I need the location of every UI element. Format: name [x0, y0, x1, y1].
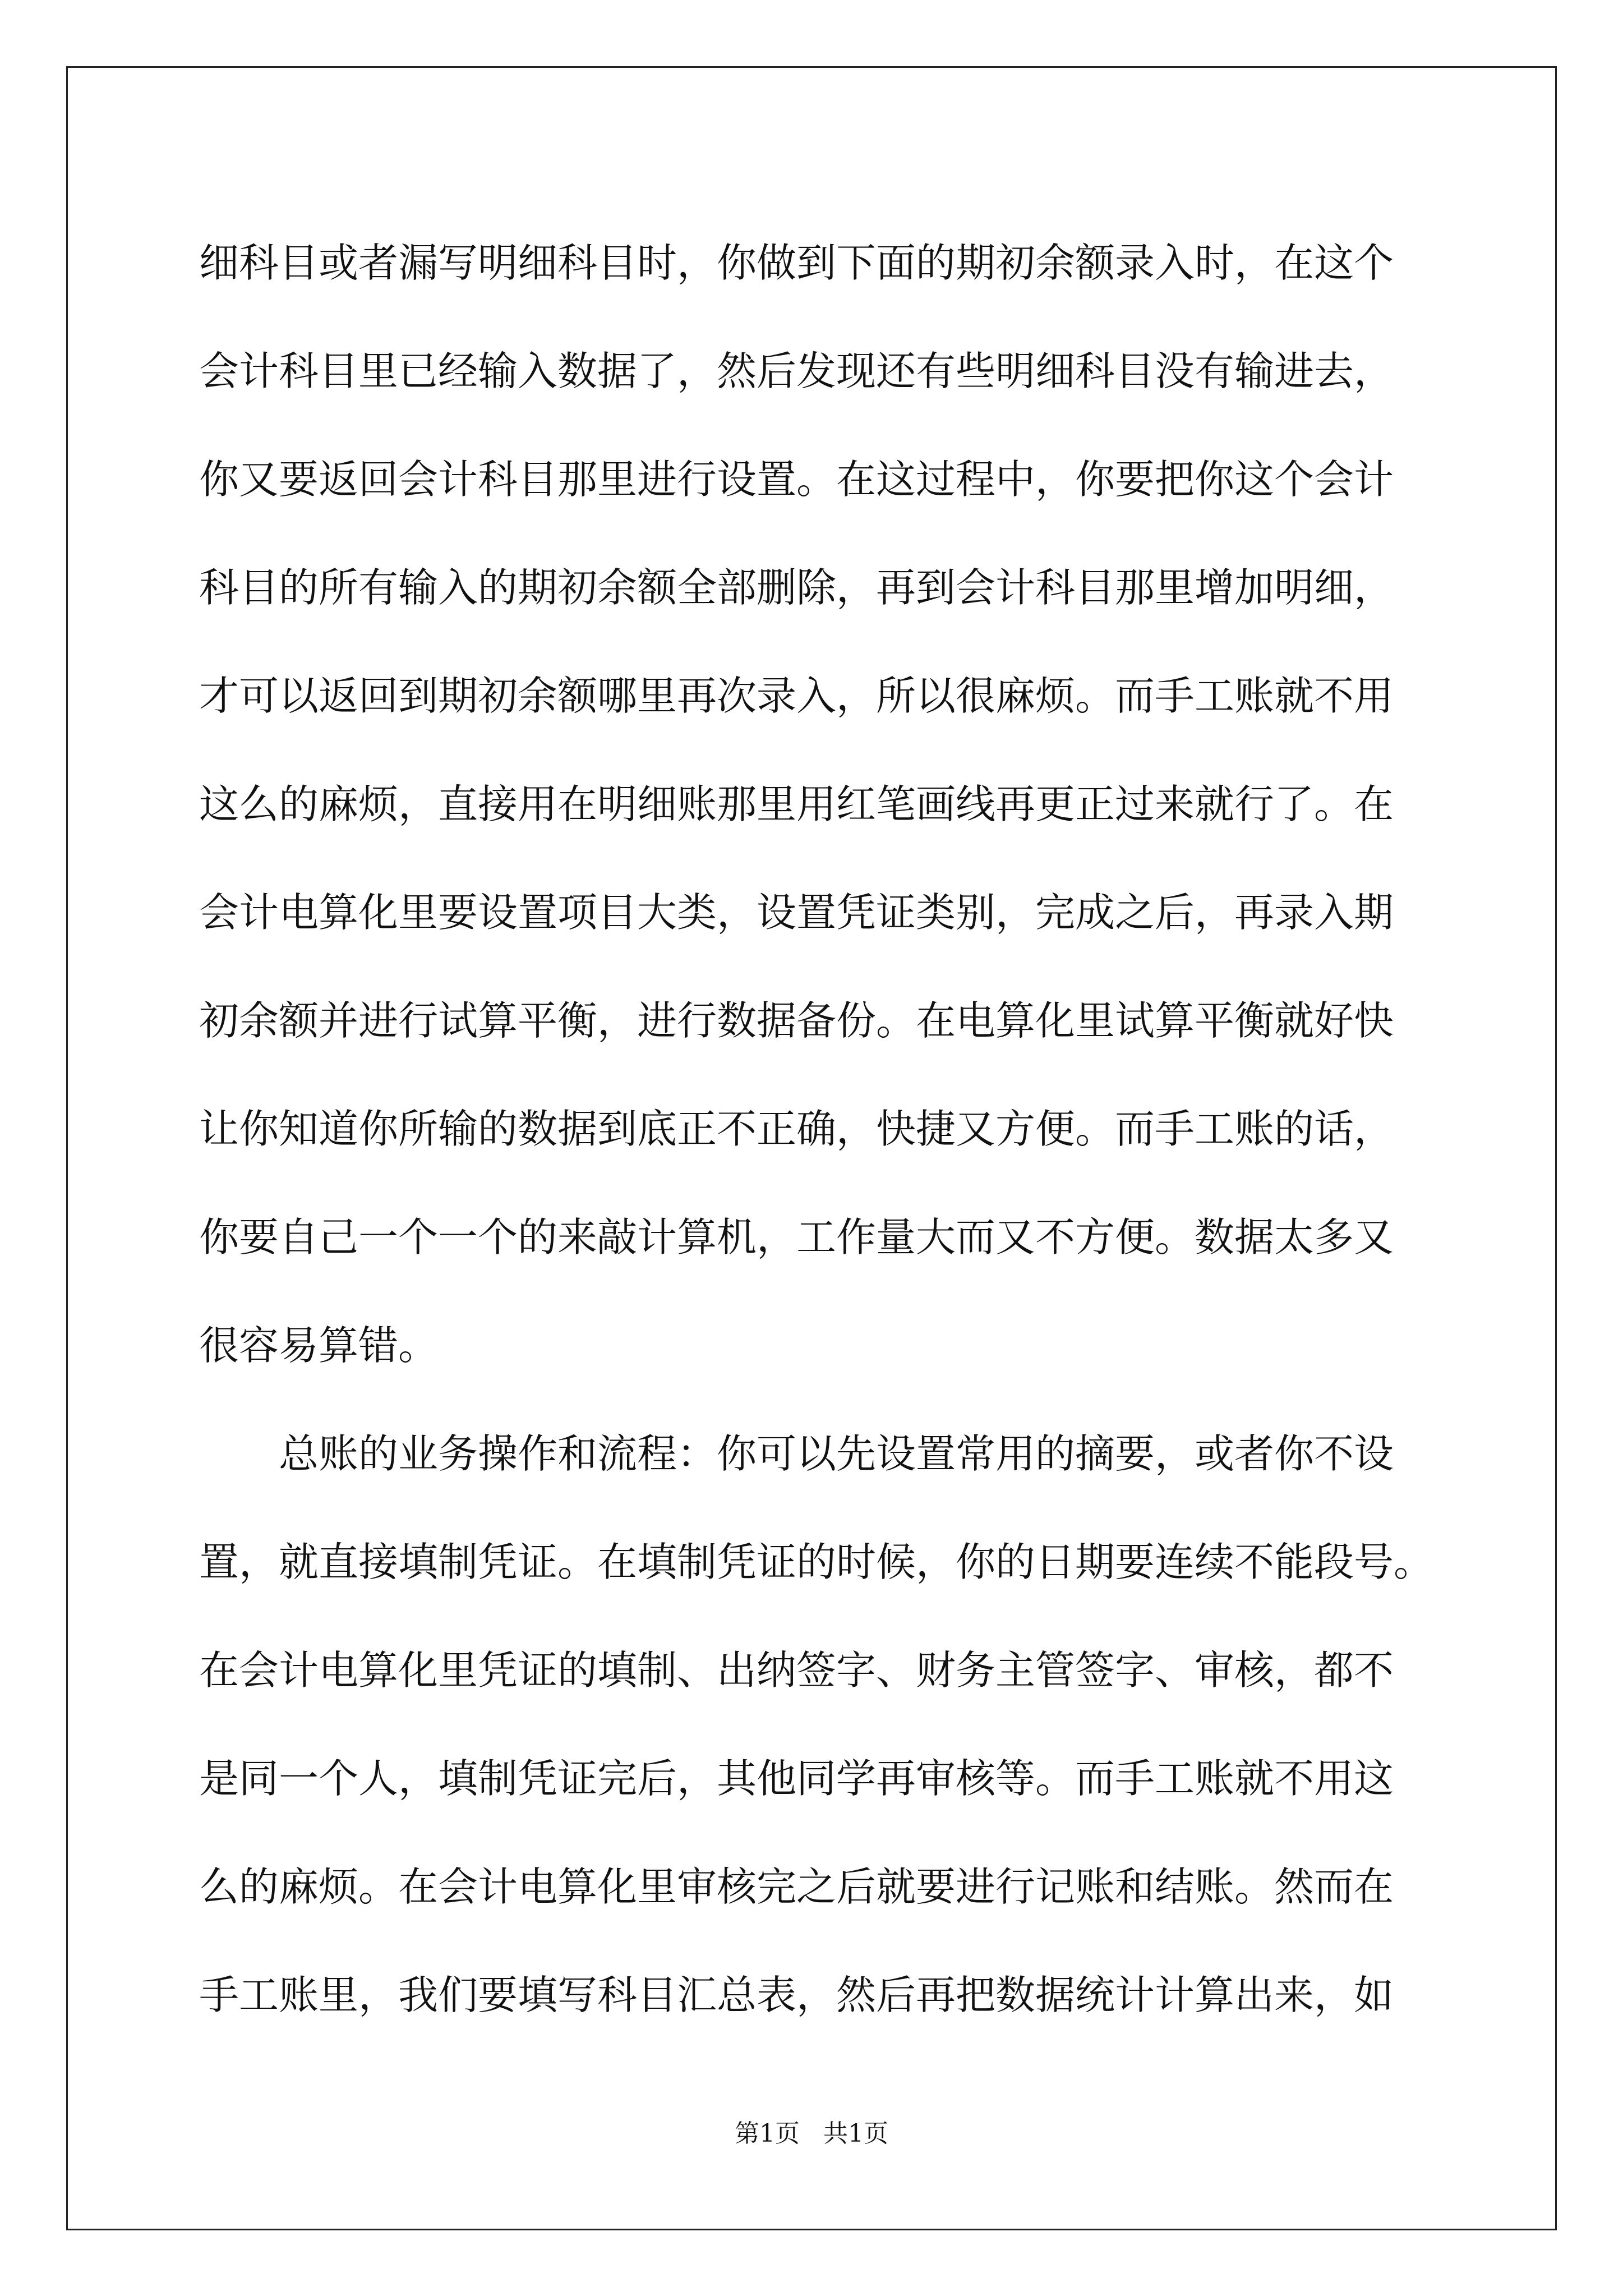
text-line: 是同一个人，填制凭证完后，其他同学再审核等。而手工账就不用这 [199, 1755, 1394, 1802]
text-line: 初余额并进行试算平衡，进行数据备份。在电算化里试算平衡就好快 [199, 997, 1394, 1044]
text-line: 么的麻烦。在会计电算化里审核完之后就要进行记账和结账。然而在 [199, 1864, 1394, 1910]
text-line: 细科目或者漏写明细科目时，你做到下面的期初余额录入时，在这个 [199, 240, 1394, 286]
text-line: 很容易算错。 [199, 1322, 439, 1369]
text-line: 置，就直接填制凭证。在填制凭证的时候，你的日期要连续不能段号。 [199, 1539, 1434, 1585]
text-line: 这么的麻烦，直接用在明细账那里用红笔画线再更正过来就行了。在 [199, 781, 1394, 827]
body-text [199, 209, 1444, 2049]
text-line: 在会计电算化里凭证的填制、出纳签字、财务主管签字、审核，都不 [199, 1647, 1394, 1694]
text-line: 科目的所有输入的期初余额全部删除，再到会计科目那里增加明细， [199, 564, 1394, 611]
text-line: 你要自己一个一个的来敲计算机，工作量大而又不方便。数据太多又 [199, 1214, 1394, 1260]
page-footer: 第1页 共1页 [735, 2119, 888, 2148]
text-line: 会计电算化里要设置项目大类，设置凭证类别，完成之后，再录入期 [199, 889, 1394, 936]
text-line: 让你知道你所输的数据到底正不正确，快捷又方便。而手工账的话， [199, 1106, 1394, 1152]
paragraph-first-line: 总账的业务操作和流程：你可以先设置常用的摘要，或者你不设 [279, 1430, 1394, 1477]
text-line: 你又要返回会计科目那里进行设置。在这过程中，你要把你这个会计 [199, 456, 1394, 503]
text-line: 手工账里，我们要填写科目汇总表，然后再把数据统计计算出来，如 [199, 1972, 1394, 2018]
text-line: 会计科目里已经输入数据了，然后发现还有些明细科目没有输进去， [199, 348, 1394, 394]
text-line: 才可以返回到期初余额哪里再次录入，所以很麻烦。而手工账就不用 [199, 673, 1394, 719]
